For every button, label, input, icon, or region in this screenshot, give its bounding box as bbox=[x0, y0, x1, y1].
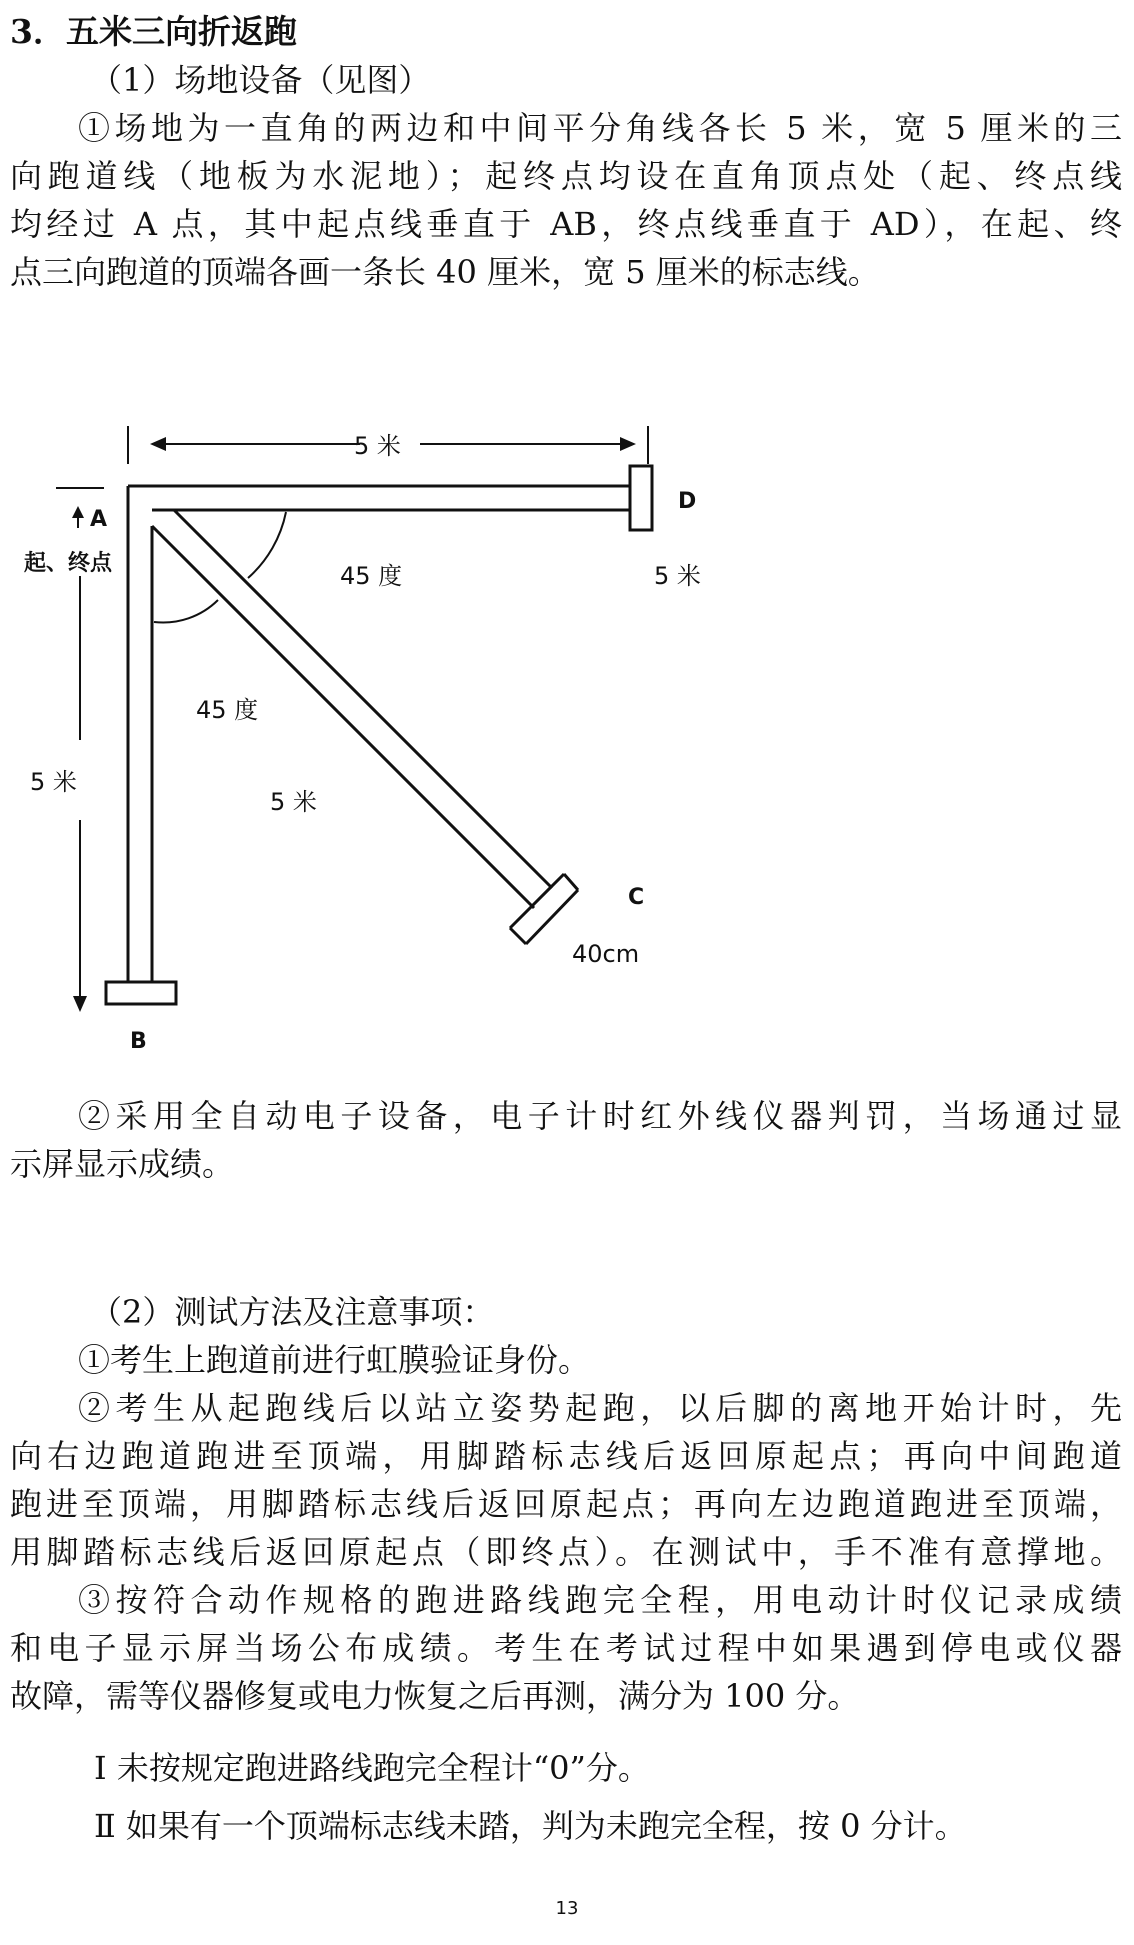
end-marker-c-edge-2 bbox=[526, 890, 578, 944]
dim-left-arrow bbox=[73, 996, 87, 1012]
dim-diagonal-label: 5 米 bbox=[270, 788, 317, 816]
end-marker-c-edge-3 bbox=[564, 874, 578, 890]
scoring-rule-1: Ⅰ 未按规定跑进路线跑完全程计“0”分。 bbox=[94, 1749, 650, 1787]
dim-top-label: 5 米 bbox=[354, 432, 401, 460]
paragraph-line: 点三向跑道的顶端各画一条长 40 厘米，宽 5 厘米的标志线。 bbox=[10, 253, 880, 291]
dim-top-arrow-right bbox=[620, 437, 636, 451]
angle-lower-label: 45 度 bbox=[196, 696, 259, 724]
label-c: C bbox=[628, 885, 645, 910]
method-step-1: ①考生上跑道前进行虹膜验证身份。 bbox=[78, 1341, 591, 1379]
page-number: 13 bbox=[555, 1898, 579, 1919]
angle-upper-label: 45 度 bbox=[340, 562, 403, 590]
track-diagram bbox=[0, 400, 1134, 1080]
paragraph-line: 向右边跑道跑进至顶端，用脚踏标志线后返回原起点；再向中间跑道 bbox=[10, 1437, 1122, 1475]
angle-arc-upper bbox=[248, 512, 286, 578]
dim-right-label: 5 米 bbox=[654, 562, 701, 590]
label-a: A bbox=[90, 507, 108, 532]
up-arrow-icon bbox=[72, 506, 84, 518]
paragraph-line: 示屏显示成绩。 bbox=[10, 1145, 235, 1183]
end-marker-b bbox=[106, 982, 176, 1004]
label-d: D bbox=[678, 489, 697, 514]
paragraph-line: ②采用全自动电子设备，电子计时红外线仪器判罚，当场通过显 bbox=[78, 1097, 1122, 1135]
paragraph-line: ③按符合动作规格的跑进路线跑完全程，用电动计时仪记录成绩 bbox=[78, 1581, 1122, 1619]
paragraph-line: 跑进至顶端，用脚踏标志线后返回原起点；再向左边跑道跑进至顶端， bbox=[10, 1485, 1122, 1523]
paragraph-line: 和电子显示屏当场公布成绩。考生在考试过程中如果遇到停电或仪器 bbox=[10, 1629, 1122, 1667]
scoring-rule-2: Ⅱ 如果有一个顶端标志线未踏，判为未跑完全程，按 0 分计。 bbox=[94, 1807, 967, 1845]
end-marker-c-edge-4 bbox=[510, 928, 526, 944]
paragraph-line: ①场地为一直角的两边和中间平分角线各长 5 米，宽 5 厘米的三 bbox=[78, 109, 1122, 147]
end-marker-d bbox=[630, 466, 652, 530]
label-b: B bbox=[130, 1029, 147, 1054]
marker-length-label: 40cm bbox=[572, 940, 640, 968]
paragraph-line: 故障，需等仪器修复或电力恢复之后再测，满分为 100 分。 bbox=[10, 1677, 860, 1715]
paragraph-line: 向跑道线（地板为水泥地）；起终点均设在直角顶点处（起、终点线 bbox=[10, 157, 1122, 195]
angle-arc-lower bbox=[154, 600, 218, 623]
label-start-end: 起、终点 bbox=[24, 551, 113, 576]
section-heading: 3．五米三向折返跑 bbox=[10, 12, 297, 51]
subsection-1-title: （1）场地设备（见图） bbox=[90, 61, 431, 99]
dim-top-arrow-left bbox=[150, 437, 166, 451]
paragraph-line: 用脚踏标志线后返回原起点（即终点）。在测试中，手不准有意撑地。 bbox=[10, 1533, 1122, 1571]
paragraph-line: ②考生从起跑线后以站立姿势起跑，以后脚的离地开始计时，先 bbox=[78, 1389, 1122, 1427]
dim-left-label: 5 米 bbox=[30, 768, 77, 796]
paragraph-line: 均经过 A 点，其中起点线垂直于 AB，终点线垂直于 AD），在起、终 bbox=[10, 205, 1122, 243]
subsection-2-title: （2）测试方法及注意事项： bbox=[90, 1293, 495, 1331]
end-marker-c-edge-1 bbox=[510, 874, 564, 928]
